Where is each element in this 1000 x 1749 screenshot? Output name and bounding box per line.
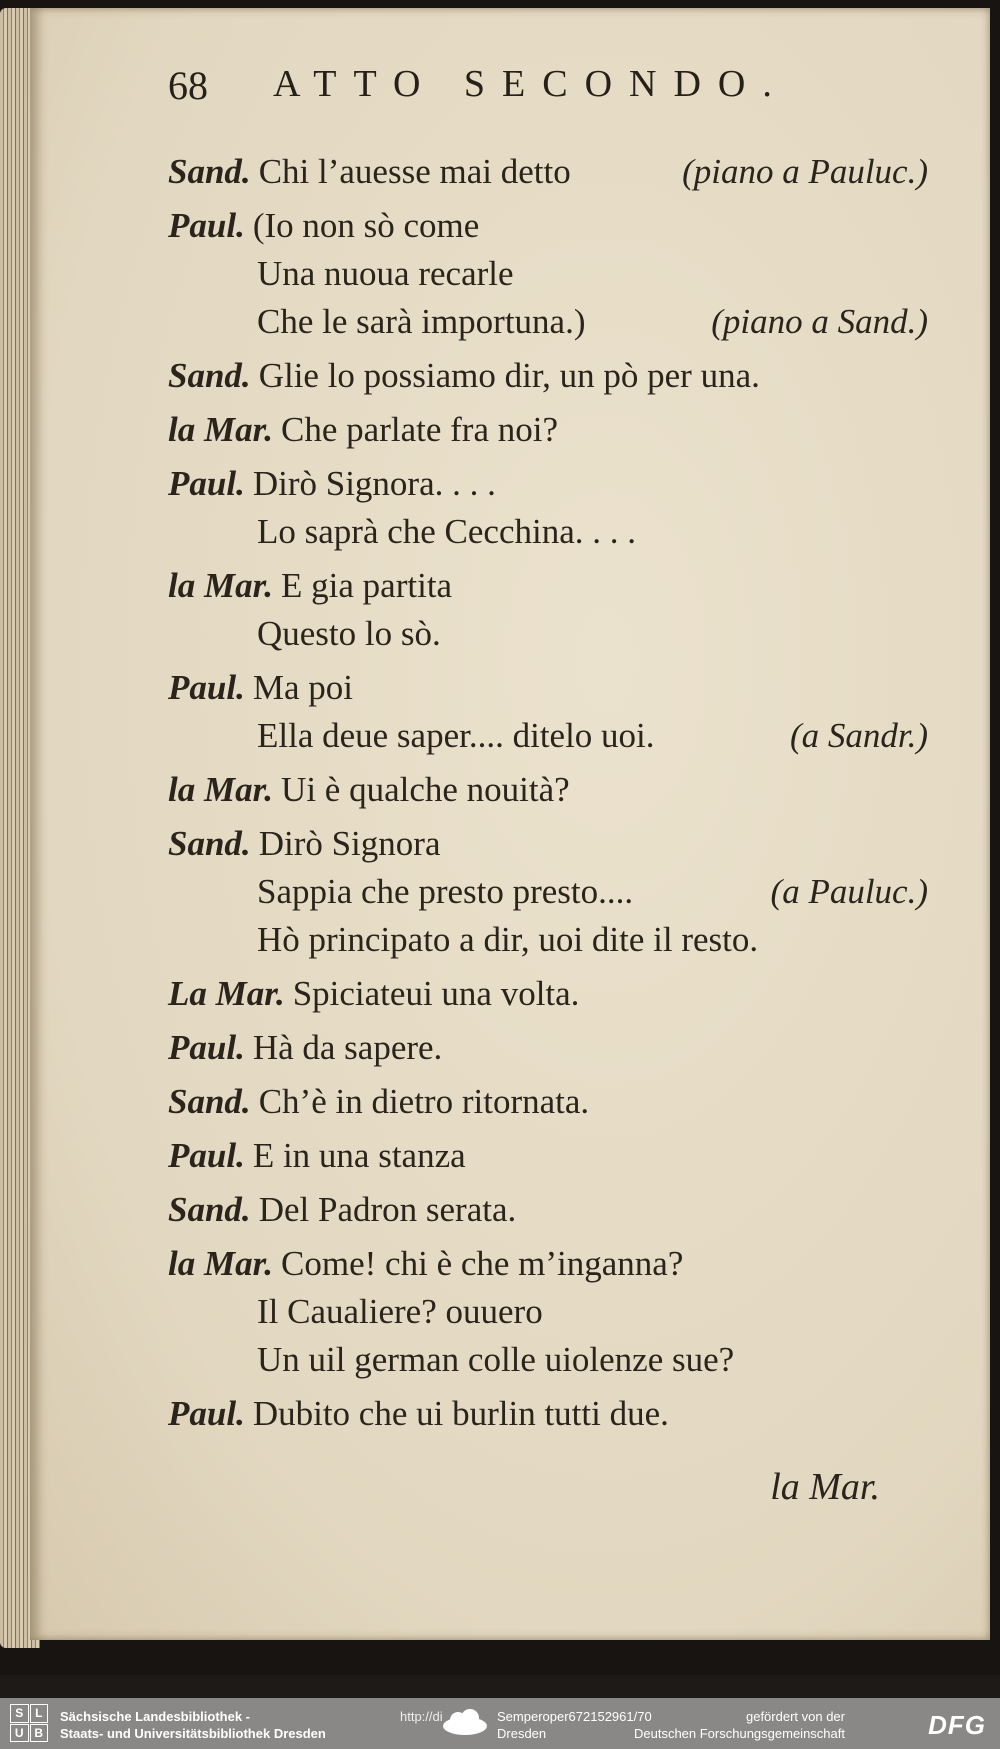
funder-line: gefördert von der	[745, 1709, 845, 1724]
speaker-name: Sand.	[168, 1190, 251, 1229]
line-text: Ch’è in dietro ritornata.	[258, 1082, 590, 1121]
text-line	[168, 1024, 948, 1072]
page-number: 68	[168, 63, 208, 108]
speaker-name: Paul.	[168, 464, 245, 503]
text-line	[168, 610, 948, 658]
institution-line: Staats- und Universitätsbibliothek Dresden	[60, 1726, 326, 1741]
speaker-name: Paul.	[168, 1028, 245, 1067]
line-text: Spiciateui una volta.	[292, 974, 580, 1013]
text-line	[168, 970, 948, 1018]
page-header	[168, 62, 840, 112]
speaker-name: La Mar.	[168, 974, 285, 1013]
text-line	[168, 1390, 948, 1438]
line-text: Dirò Signora. . . .	[252, 464, 496, 503]
text-line	[168, 712, 948, 760]
permalink-tail: 672152961/70	[568, 1709, 652, 1724]
cloud-label: Semperoper	[497, 1709, 569, 1724]
speaker-name: Sand.	[168, 1082, 251, 1121]
footer-bar	[0, 1698, 1000, 1749]
text-line	[168, 250, 948, 298]
line-text: Che le sarà importuna.)	[257, 302, 586, 341]
text-line	[168, 664, 948, 712]
speaker-name: Sand.	[168, 356, 251, 395]
line-text: Lo saprà che Cecchina. . . .	[257, 512, 637, 551]
speaker-name: Sand.	[168, 824, 251, 863]
institution-name	[60, 1708, 326, 1742]
line-text: Ma poi	[252, 668, 353, 707]
line-text: Dubito che ui burlin tutti due.	[252, 1394, 669, 1433]
text-line	[168, 508, 948, 556]
line-text: (Io non sò come	[252, 206, 480, 245]
speaker-name: Paul.	[168, 668, 245, 707]
logo-letter: U	[10, 1724, 29, 1743]
logo-letter: S	[10, 1704, 29, 1723]
line-text: E in una stanza	[252, 1136, 466, 1175]
text-line	[168, 916, 948, 964]
speaker-name: la Mar.	[168, 1244, 274, 1283]
line-text: Che parlate fra noi?	[281, 410, 558, 449]
text-line	[168, 868, 948, 916]
line-text: Del Padron serata.	[258, 1190, 517, 1229]
funder-line: Deutschen Forschungsgemeinschaft	[633, 1726, 845, 1741]
text-line	[168, 460, 948, 508]
line-text: E gia partita	[281, 566, 453, 605]
speaker-name: la Mar.	[168, 566, 274, 605]
stage-direction: (piano a Sand.)	[711, 302, 928, 341]
line-text: Hò principato a dir, uoi dite il resto.	[257, 920, 759, 959]
slub-logo	[10, 1704, 48, 1742]
speaker-name: Paul.	[168, 1394, 245, 1433]
cloud-caption	[497, 1708, 652, 1742]
text-line	[168, 148, 948, 196]
text-line	[168, 406, 948, 454]
text-line	[168, 202, 948, 250]
line-text: Ella deue saper.... ditelo uoi.	[257, 716, 655, 755]
text-line	[168, 820, 948, 868]
text-line	[168, 1240, 948, 1288]
line-text: Chi l’auesse mai detto	[258, 152, 571, 191]
text-line	[168, 1336, 948, 1384]
cloud-icon	[440, 1707, 490, 1737]
speaker-name: Sand.	[168, 152, 251, 191]
text-line	[168, 1132, 948, 1180]
line-text: Ui è qualche nouità?	[281, 770, 570, 809]
text-line	[168, 352, 948, 400]
line-text: Una nuoua recarle	[257, 254, 514, 293]
text-line	[168, 1288, 948, 1336]
logo-letter: B	[30, 1724, 49, 1743]
permalink-text[interactable]: http://di	[400, 1709, 443, 1724]
logo-letter: L	[30, 1704, 49, 1723]
text-line	[168, 1186, 948, 1234]
line-text: Dirò Signora	[258, 824, 441, 863]
permalink[interactable]	[400, 1708, 443, 1725]
stage-direction: (piano a Pauluc.)	[682, 152, 928, 191]
running-title: ATTO SECONDO.	[273, 63, 789, 105]
catchword: la Mar.	[770, 1466, 880, 1508]
text-line	[168, 298, 948, 346]
line-text: Glie lo possiamo dir, un pò per una.	[258, 356, 760, 395]
stage-direction: (a Pauluc.)	[770, 872, 928, 911]
line-text: Hà da sapere.	[252, 1028, 443, 1067]
institution-line: Sächsische Landesbibliothek -	[60, 1709, 250, 1724]
speaker-name: Paul.	[168, 1136, 245, 1175]
speaker-name: la Mar.	[168, 410, 274, 449]
stage-direction: (a Sandr.)	[789, 716, 928, 755]
funder-credit	[634, 1708, 845, 1742]
line-text: Questo lo sò.	[257, 614, 441, 653]
speaker-name: Paul.	[168, 206, 245, 245]
dfg-logo: DFG	[928, 1710, 986, 1740]
text-line	[168, 562, 948, 610]
line-text: Il Caualiere? ouuero	[257, 1292, 543, 1331]
line-text: Un uil german colle uiolenze sue?	[257, 1340, 735, 1379]
cloud-label: Dresden	[497, 1726, 547, 1741]
speaker-name: la Mar.	[168, 770, 274, 809]
text-line	[168, 766, 948, 814]
line-text: Sappia che presto presto....	[257, 872, 634, 911]
text-line	[168, 1078, 948, 1126]
play-text	[168, 142, 948, 1438]
line-text: Come! chi è che m’inganna?	[281, 1244, 684, 1283]
